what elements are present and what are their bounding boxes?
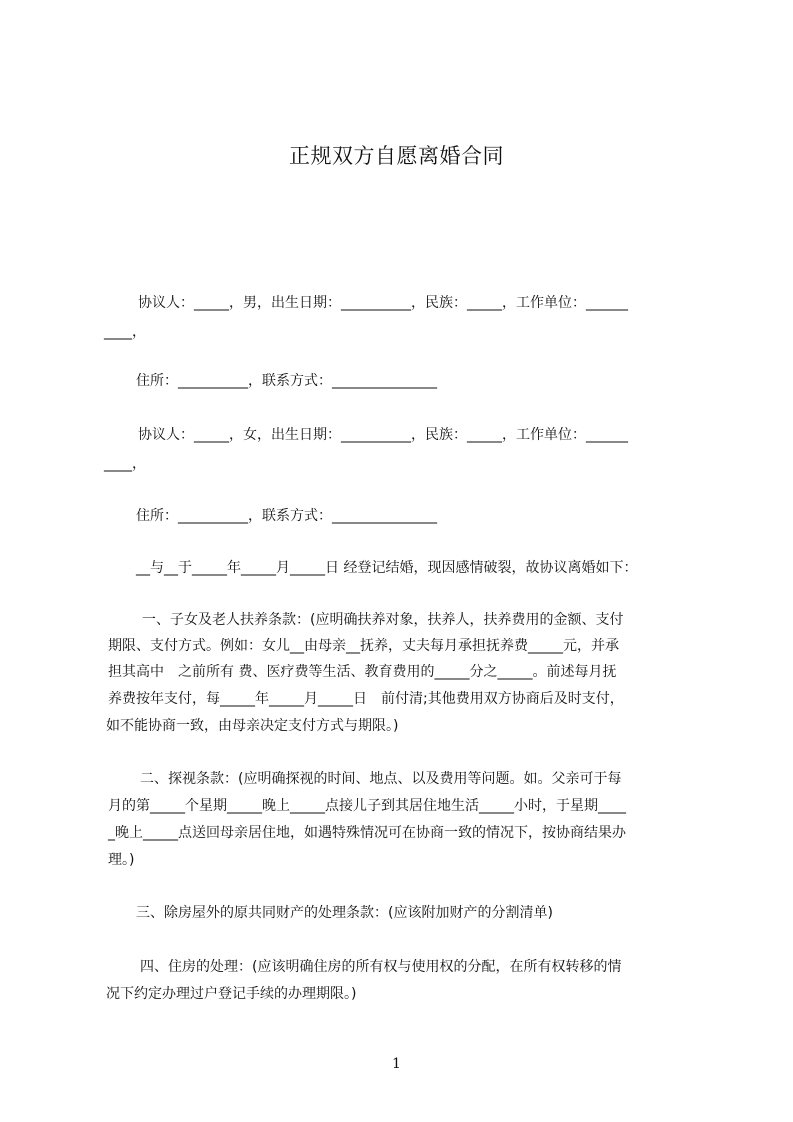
party-female-info-continuation: ____， <box>104 456 146 472</box>
clause2-line: 理。) <box>108 852 135 868</box>
clause4-line: 况下约定办理过户登记手续的办理期限。) <box>106 986 357 1002</box>
clause4-line: 四、住房的处理：(应该明确住房的所有权与使用权的分配，在所有权转移的情 <box>140 959 622 975</box>
clause1-line: 担其高中 之前所有 费、医疗费等生活、教育费用的_____分之_____。前述每月抚 <box>108 664 617 680</box>
clause3-line: 三、除房屋外的原共同财产的处理条款：(应该附加财产的分割清单) <box>136 905 553 921</box>
clause2-line: _晚上_____点送回母亲居住地，如遇特殊情况可在协商一致的情况下，按协商结果办 <box>108 825 626 841</box>
clause1-line: 养费按年支付，每_____年_____月_____日 前付清;其他费用双方协商后及时支付， <box>108 691 624 707</box>
page-number: 1 <box>392 1056 401 1072</box>
party-male-address-line: 住所：__________，联系方式：_______________ <box>136 373 437 389</box>
page-title: 正规双方自愿离婚合同 <box>289 144 504 168</box>
clause2-line: 月的第_____个星期_____晚上_____点接儿子到其居住地生活_____小时，于星期____ <box>108 798 626 814</box>
clause1-line: 期限、支付方式。例如：女儿__由母亲__抚养，丈夫每月承担抚养费_____元，并承 <box>108 638 619 654</box>
party-male-info-line: 协议人：_____，男，出生日期：__________，民族：_____，工作单位：______ <box>138 295 628 311</box>
party-female-info-line: 协议人：_____，女，出生日期：__________，民族：_____，工作单位：______ <box>138 427 628 443</box>
clause2-line: 二、探视条款：(应明确探视的时间、地点、以及费用等问题。如。父亲可于每 <box>140 771 622 787</box>
clause1-line: 一、子女及老人扶养条款：(应明确扶养对象，扶养人，扶养费用的金额、支付 <box>142 612 624 628</box>
party-female-address-line: 住所：__________，联系方式：_______________ <box>136 508 437 524</box>
party-male-info-continuation: ____， <box>104 324 146 340</box>
marriage-statement: __与__于_____年_____月_____日 经登记结婚，现因感情破裂，故协议离婚如下： <box>136 560 638 576</box>
clause1-line: 如不能协商一致，由母亲决定支付方式与期限。) <box>106 718 399 734</box>
